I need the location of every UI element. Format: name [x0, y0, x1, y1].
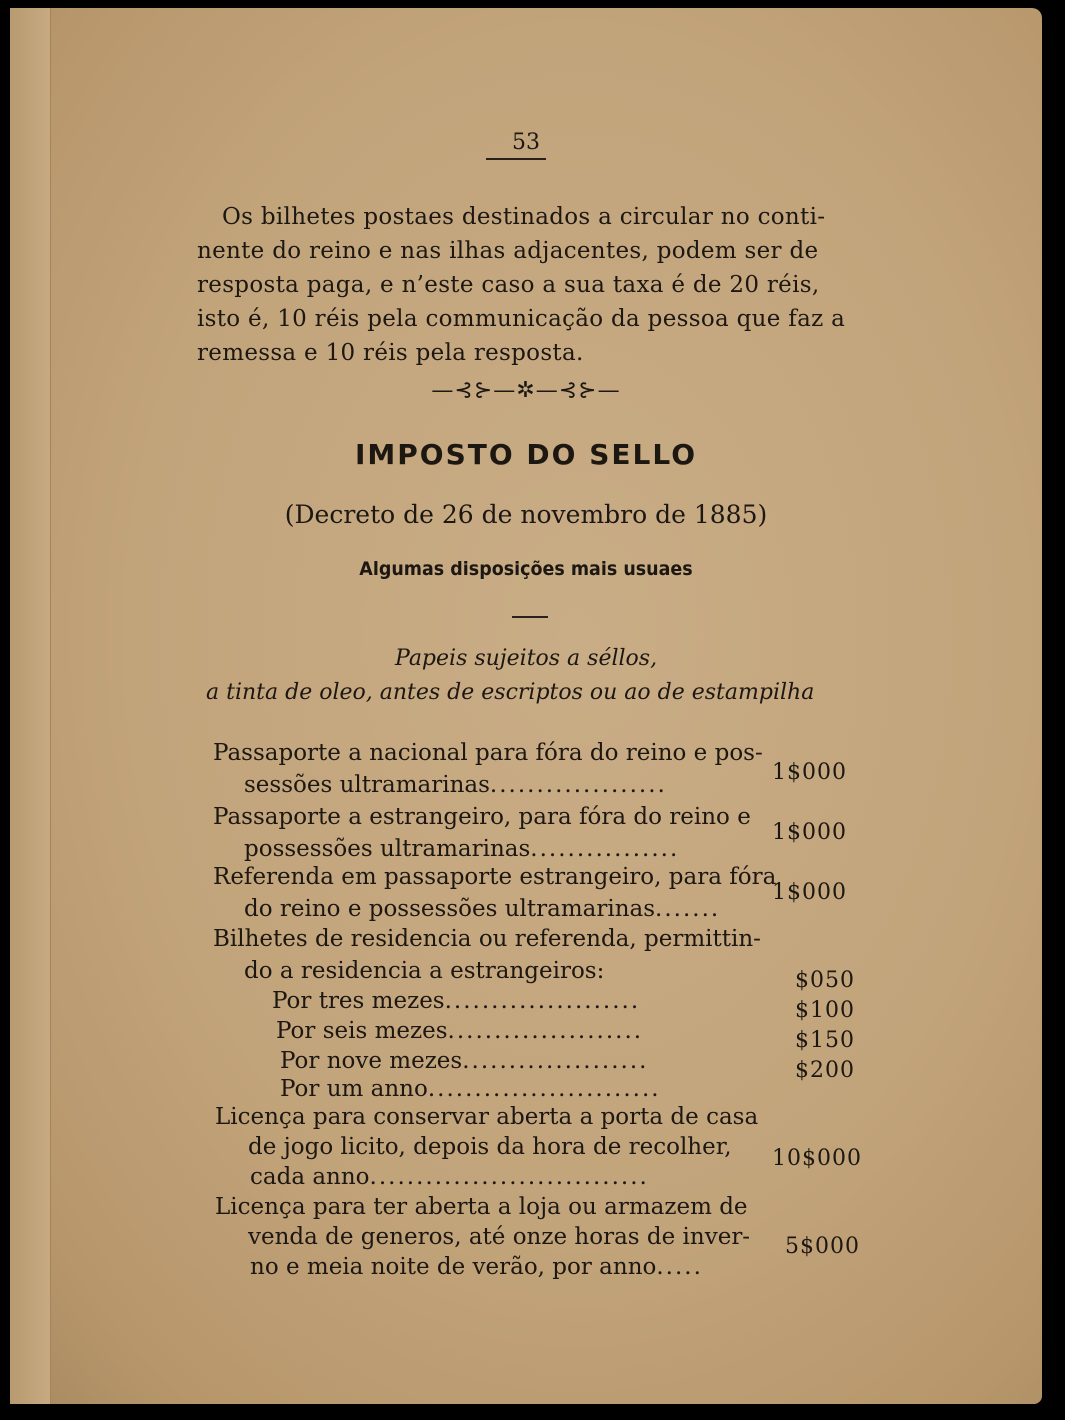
- entry-line: venda de generos, até onze horas de inver-: [248, 1224, 751, 1250]
- entry-price: $200: [795, 1058, 855, 1083]
- entry-price: 1$000: [772, 820, 847, 845]
- entry-line: de jogo licito, depois da hora de recolher,: [248, 1134, 732, 1160]
- section-subtitle: Algumas disposições mais usuaes: [359, 558, 693, 580]
- entry-price: 10$000: [772, 1146, 862, 1171]
- page-number: 53: [512, 130, 540, 155]
- book-spine: [10, 8, 51, 1404]
- entry-price: 1$000: [772, 760, 847, 785]
- paragraph-line: resposta paga, e n’este caso a sua taxa é de 20 réis,: [197, 272, 820, 298]
- entry-price: $050: [795, 968, 855, 993]
- entry-line: Por nove mezes....................: [280, 1048, 649, 1074]
- entry-price: 1$000: [772, 880, 847, 905]
- entry-line: Por seis mezes.....................: [276, 1018, 644, 1044]
- entry-line: sessões ultramarinas...................: [244, 772, 667, 798]
- entry-line: Bilhetes de residencia ou referenda, permittin-: [213, 926, 761, 952]
- entry-line: do reino e possessões ultramarinas.......: [244, 896, 721, 922]
- entry-line: Licença para conservar aberta a porta de casa: [215, 1104, 759, 1130]
- entry-line: Por um anno.........................: [280, 1076, 661, 1102]
- entry-line: possessões ultramarinas................: [244, 836, 680, 862]
- paragraph-line: isto é, 10 réis pela communicação da pessoa que faz a: [197, 306, 846, 332]
- page-number-rule: [486, 158, 546, 160]
- book-page: [10, 8, 1042, 1404]
- entry-price: $150: [795, 1028, 855, 1053]
- entry-line: cada anno..............................: [250, 1164, 649, 1190]
- entry-line: Referenda em passaporte estrangeiro, para fóra: [213, 864, 777, 890]
- decree-reference: (Decreto de 26 de novembro de 1885): [284, 500, 768, 529]
- subheading-line-2: a tinta de oleo, antes de escriptos ou ao de estampilha: [206, 680, 815, 705]
- entry-line: do a residencia a estrangeiros:: [244, 958, 605, 984]
- entry-line: Passaporte a nacional para fóra do reino e pos-: [213, 740, 763, 766]
- paragraph-line: nente do reino e nas ilhas adjacentes, podem ser de: [197, 238, 819, 264]
- entry-price: 5$000: [785, 1234, 860, 1259]
- paragraph-line: remessa e 10 réis pela resposta.: [197, 340, 584, 366]
- entry-price: $100: [795, 998, 855, 1023]
- entry-line: Licença para ter aberta a loja ou armazem de: [215, 1194, 748, 1220]
- section-title: IMPOSTO DO SELLO: [355, 438, 697, 471]
- entry-line: Passaporte a estrangeiro, para fóra do reino e: [213, 804, 751, 830]
- short-rule: [512, 616, 548, 618]
- entry-line: Por tres mezes.....................: [272, 988, 641, 1014]
- entry-line: no e meia noite de verão, por anno.....: [250, 1254, 703, 1280]
- paragraph-line: Os bilhetes postaes destinados a circular no conti-: [222, 204, 826, 230]
- ornament-divider: —⊰⊱—✲—⊰⊱—: [431, 378, 621, 403]
- subheading-line-1: Papeis sujeitos a séllos,: [395, 646, 658, 671]
